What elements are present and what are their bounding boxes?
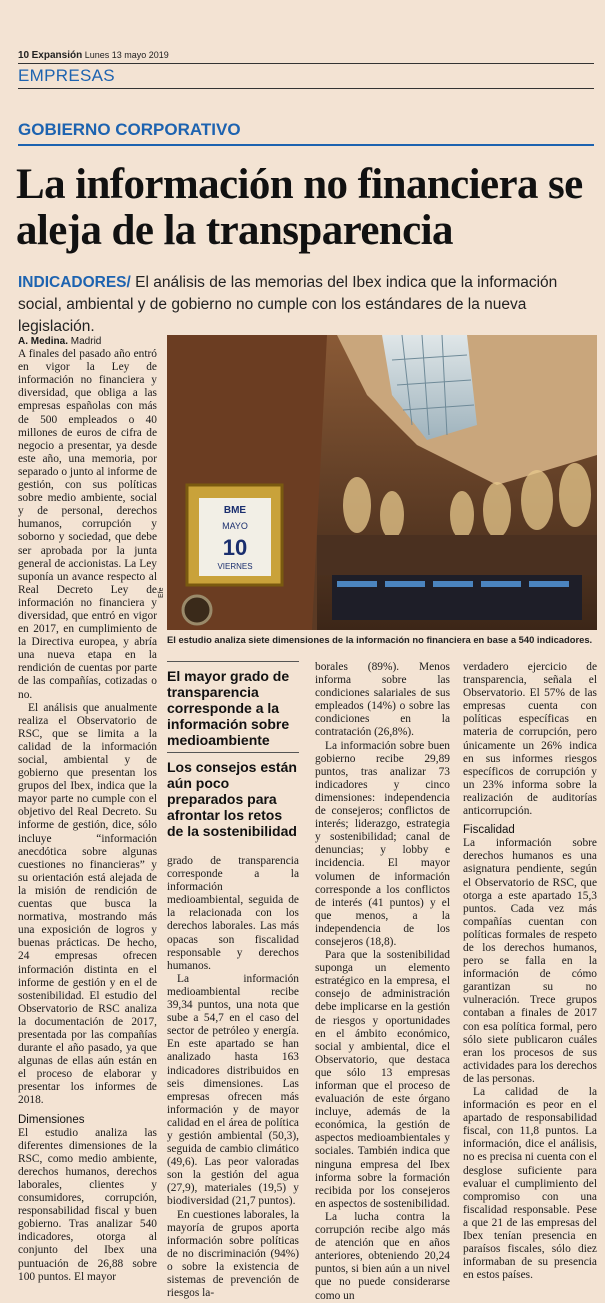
- byline: [18, 335, 157, 348]
- paragraph: grado de transparencia corresponde a la información medioambiental, seguida de la relacionada con los derechos laborales. Las más opacas son fiscalidad responsable y derechos humanos.: [167, 855, 299, 972]
- page-number: 10: [18, 50, 30, 61]
- pull-quote-1: El mayor grado de transparencia corresponde a la información sobre medioambiente: [167, 668, 290, 748]
- sign-weekday: VIERNES: [217, 562, 253, 571]
- byline-city: Madrid: [68, 336, 102, 347]
- headline: La información no financiera se aleja de la transparencia: [16, 161, 583, 254]
- subhead: [18, 272, 590, 338]
- sign-month: MAYO: [222, 521, 248, 531]
- column-1: [18, 335, 157, 1283]
- publication-name: Expansión: [31, 50, 83, 61]
- kicker: GOBIERNO CORPORATIVO: [18, 120, 241, 139]
- paragraph: La información sobre buen gobierno recibe 29,89 puntos, tras analizar 73 indicadores y cinco dimensiones: independencia de consejeros; conflictos de interés; liderazgo, estrategia y sostenibilidad; canal de denuncias; y lobby e incidencia. El mayor volumen de información corresponde a los conflictos de interés (41 puntos) y el que menos, a la independencia de los consejeros (18,8).: [315, 739, 450, 948]
- paragraph: La información sobre derechos humanos es una asignatura pendiente, según el Observatorio de RSC, que otorga a este apartado 15,3 puntos. Cada vez más compañías cuentan con políticas formales de respeto de los derechos humanos, pero se falla en la información de cómo garantizan su no vulneración. Trece grupos contaban a finales de 2017 con esa política formal, pero sólo siete publicaron cuáles eran los procesos de sus actividades para los derechos de las personas.: [463, 837, 597, 1085]
- paragraph: borales (89%). Menos informa sobre las condiciones salariales de sus empleados (14%) o sobre las condiciones en la contratación (26,8%).: [315, 661, 450, 739]
- stock-exchange-photo: [167, 335, 597, 630]
- photo-illustration: [167, 335, 597, 630]
- paragraph: La calidad de la información es peor en el apartado de responsabilidad fiscal, con 11,8 puntos. La información, dice el análisis, no es precisa ni cuenta con el desglose suficiente para evaluar el cumplimiento del compromiso con una fiscalidad responsable. Pese a que 21 de las empresas del Ibex tenían presencia en paraísos fiscales, sólo diez informaban de su presencia en estos países.: [463, 1086, 597, 1282]
- page-header: [18, 50, 169, 61]
- paragraph: En cuestiones laborales, la mayoría de grupos aporta información sobre políticas de no discriminación (94%) o sobre la existencia de sistemas de prevención de riesgos la-: [167, 1208, 299, 1300]
- subheading-fiscalidad: Fiscalidad: [463, 824, 515, 837]
- pull-rule: [167, 661, 299, 662]
- paragraph: A finales del pasado año entró en vigor la Ley de información no financiera y diversidad, que obliga a las empresas españolas con más de 500 empleados o 40 millones de euros de cifra de negocio a presentar, ya desde este año, una memoria, por separado o junto al informe de gestión, con sus políticas sobre medio ambiente, social y de personal, derechos humanos, corrupción y soborno y sociedad, que debe ser aprobada por la junta general de accionistas. La Ley suponía un avance respecto al Real Decreto Ley de información no financiera y diversidad, que entró en vigor en 2017, en cumplimiento de la Directiva europea, y abría una nueva etapa en la rendición de cuentas por parte de las compañías, cotizadas o no.: [18, 348, 157, 701]
- paragraph: La información medioambiental recibe 39,34 puntos, una nota que sube a 54,7 en el caso del sector de petróleo y energía. En este apartado se han analizado hasta 163 indicadores distribuidos en seis dimensiones. Las empresas ofrecen más información y de mayor calidad en el área de política y gestión ambiental (50,3), seguida de cambio climático (49,6). Las peor valoradas son la gestión del agua (27,9), materiales (19,5) y biodiversidad (21,7 puntos).: [167, 972, 299, 1208]
- photo-credit: Efe: [158, 587, 165, 598]
- issue-date: Lunes 13 mayo 2019: [84, 50, 169, 60]
- column-3: [315, 661, 450, 1302]
- header-rule: [18, 63, 594, 64]
- paragraph: Para que la sostenibilidad suponga un elemento estratégico en la empresa, el consejo de administración debe implicarse en la gestión de riesgos y oportunidades en el ámbito económico, social y ambiental, dice el Observatorio, que destaca que sólo 13 empresas informan que el proceso de evaluación de este órgano incluye, además de la económica, la gestión de aspectos medioambientales y sociales. También indica que ninguna empresa del Ibex informa sobre la formación recibida por los consejeros en aspectos de sostenibilidad.: [315, 949, 450, 1210]
- pull-rule: [167, 752, 299, 753]
- section-rule: [18, 88, 594, 89]
- column-4: [463, 661, 597, 1282]
- sign-day: 10: [222, 535, 248, 560]
- sign-brand: BME: [223, 505, 247, 516]
- paragraph: La lucha contra la corrupción recibe algo más de atención que en años anteriores, obteniendo 20,24 puntos, si bien aún a un nivel que no puede considerarse como un: [315, 1210, 450, 1302]
- kicker-rule: [18, 144, 594, 146]
- column-2: [167, 855, 299, 1300]
- section-name: EMPRESAS: [18, 66, 115, 85]
- subheading-dimensiones: Dimensiones: [18, 1113, 85, 1126]
- paragraph: El análisis que anualmente realiza el Observatorio de RSC, que se limita a la calidad de la información social, ambiental y de gobierno que presentan los grupos del Ibex, indica que la mayor parte no cumple con el objetivo del Real Decreto. Su informe de gestión, dice, sólo incluye “información anecdótica sobre algunas cuestiones no financieras” y su orientación está alejada de la misión de rendición de cuentas que busca la normativa, mostrando más una exposición de logros y buenas prácticas. De hecho, 24 empresas ofrecen información distinta en el informe de gestión y en el de sostenibilidad. El estudio del Observatorio de RSC analiza la documentación de 2017, presentada por las compañías durante el año pasado, ya que algunas de ellas aún están en el proceso de elaborar y presentar los informes de 2018.: [18, 701, 157, 1107]
- pull-quote-2: Los consejos están aún poco preparados para afrontar los retos de la sostenibilidad: [167, 759, 297, 839]
- subhead-label: INDICADORES/: [18, 274, 131, 291]
- paragraph: El estudio analiza las diferentes dimensiones de la RSC, como medio ambiente, derechos humanos, derechos laborales, clientes y consumidores, corrupción, responsabilidad fiscal y buen gobierno. Tras analizar 540 indicadores, otorga al conjunto del Ibex una puntuación de 26,88 sobre 100 puntos. El mayor: [18, 1126, 157, 1283]
- subhead-text: El análisis de las memorias del Ibex indica que la información social, ambiental y de gobierno no cumple con los estándares de la nueva legislación.: [18, 274, 558, 335]
- photo-caption: El estudio analiza siete dimensiones de la información no financiera en base a 540 indicadores.: [167, 634, 593, 645]
- paragraph: verdadero ejercicio de transparencia, señala el Observatorio. El 57% de las empresas cuenta con políticas específicas en materia de corrupción, pero únicamente un 26% indica en sus informes riesgos específicos de corrupción y un 23% informa sobre la realización de auditorías anticorrupción.: [463, 661, 597, 818]
- byline-author: A. Medina.: [18, 336, 69, 347]
